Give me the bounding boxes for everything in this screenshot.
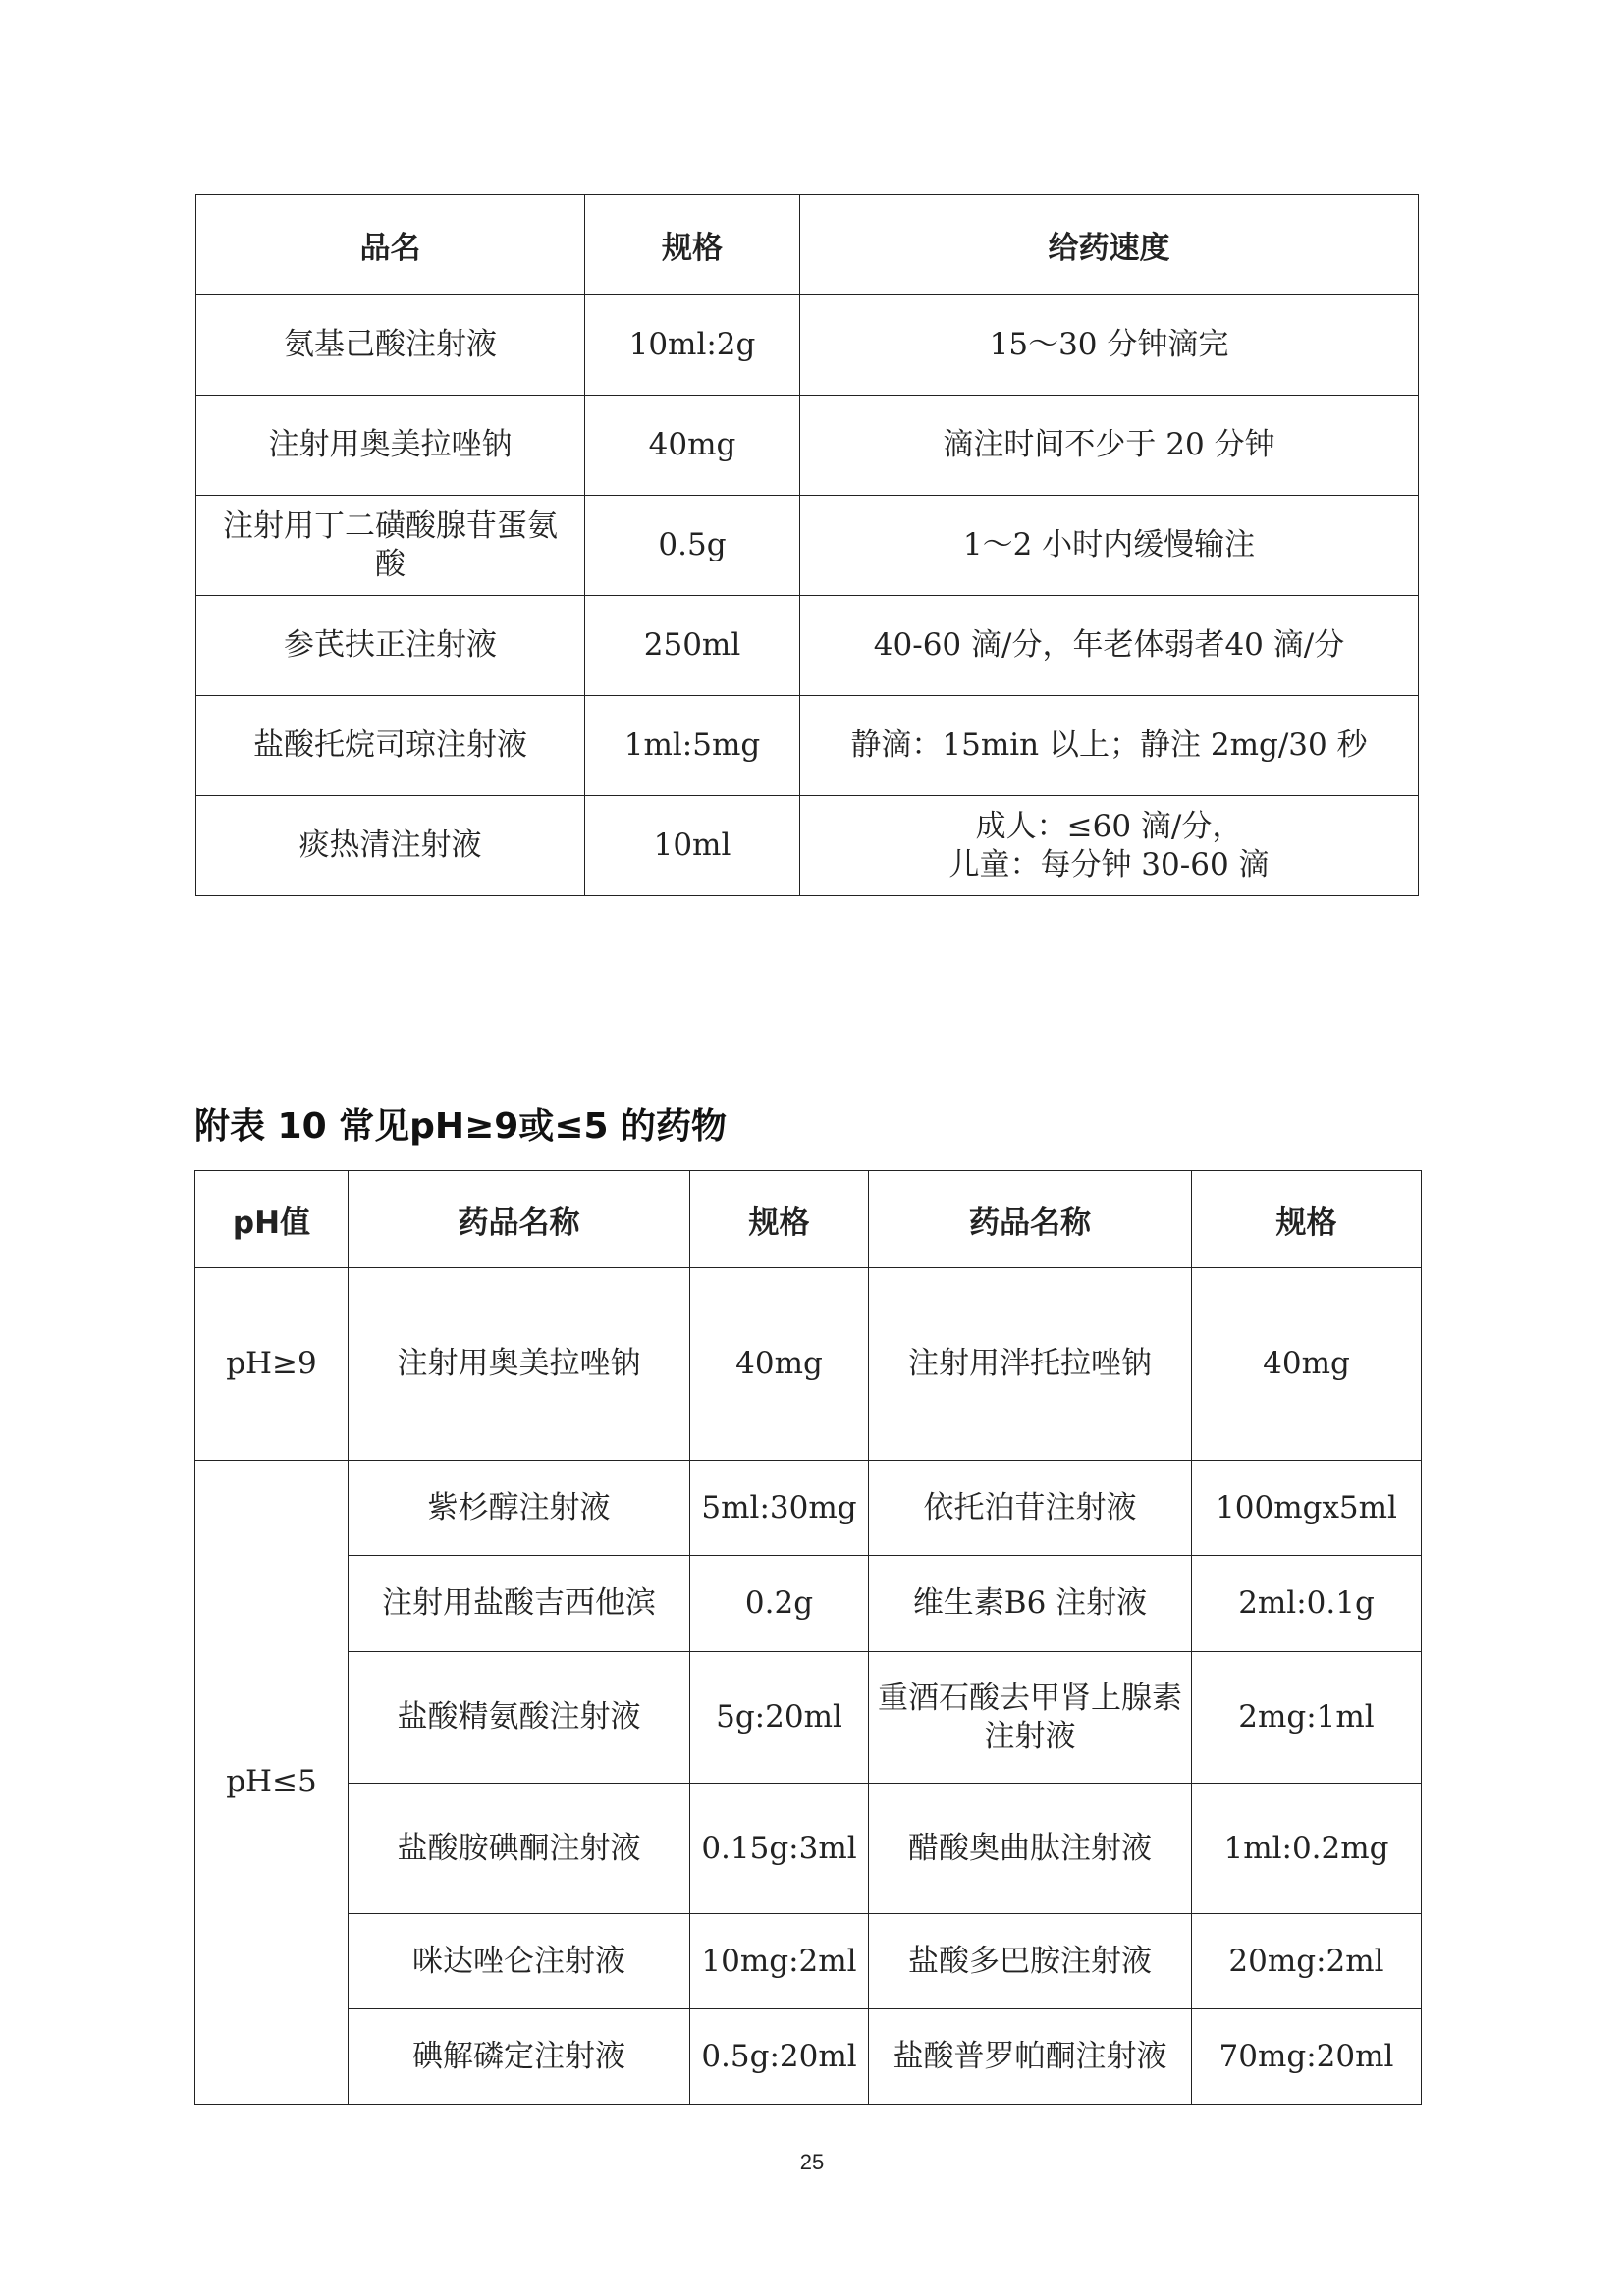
table-row — [195, 1784, 1422, 1914]
spec-cell: 40mg — [690, 1268, 869, 1461]
table-row — [196, 496, 1419, 596]
spec-cell: 0.5g — [585, 496, 800, 596]
table-row — [195, 1914, 1422, 2009]
drug-name-cell: 盐酸多巴胺注射液 — [869, 1914, 1192, 2009]
drug-name-cell: 注射用盐酸吉西他滨 — [349, 1556, 690, 1652]
ph-group-label: pH≤5 — [195, 1461, 349, 2105]
spec-cell: 2mg:1ml — [1192, 1652, 1422, 1784]
header-specification: 规格 — [690, 1171, 869, 1268]
spec-cell: 2ml:0.1g — [1192, 1556, 1422, 1652]
spec-cell: 0.2g — [690, 1556, 869, 1652]
spec-cell: 10ml:2g — [585, 295, 800, 396]
table-row — [195, 1461, 1422, 1556]
table-row — [195, 1268, 1422, 1461]
page-number: 25 — [799, 2150, 825, 2174]
table-header-row — [196, 195, 1419, 295]
table-row — [195, 1556, 1422, 1652]
section-title: 附表 10 常见pH≥9或≤5 的药物 — [194, 1106, 728, 1147]
drug-name-cell: 咪达唑仑注射液 — [349, 1914, 690, 2009]
header-specification: 规格 — [585, 195, 800, 295]
spec-cell: 20mg:2ml — [1192, 1914, 1422, 2009]
rate-cell: 1～2 小时内缓慢输注 — [800, 496, 1419, 596]
drug-name-cell: 盐酸普罗帕酮注射液 — [869, 2009, 1192, 2105]
spec-cell: 5ml:30mg — [690, 1461, 869, 1556]
spec-cell: 70mg:20ml — [1192, 2009, 1422, 2105]
rate-cell: 滴注时间不少于 20 分钟 — [800, 396, 1419, 496]
drug-name-cell: 盐酸精氨酸注射液 — [349, 1652, 690, 1784]
spec-cell: 1ml:0.2mg — [1192, 1784, 1422, 1914]
drug-name-cell: 注射用泮托拉唑钠 — [869, 1268, 1192, 1461]
spec-cell: 10ml — [585, 796, 800, 896]
spec-cell: 0.15g:3ml — [690, 1784, 869, 1914]
table-row — [196, 696, 1419, 796]
drug-name-cell: 氨基己酸注射液 — [196, 295, 585, 396]
spec-cell: 250ml — [585, 596, 800, 696]
drug-name-cell: 醋酸奥曲肽注射液 — [869, 1784, 1192, 1914]
drug-name-cell: 维生素B6 注射液 — [869, 1556, 1192, 1652]
drug-name-cell: 重酒石酸去甲肾上腺素 注射液 — [869, 1652, 1192, 1784]
spec-cell: 100mgx5ml — [1192, 1461, 1422, 1556]
spec-cell: 0.5g:20ml — [690, 2009, 869, 2105]
header-drug-name: 药品名称 — [349, 1171, 690, 1268]
table-row — [196, 396, 1419, 496]
table-row — [195, 2009, 1422, 2105]
header-specification: 规格 — [1192, 1171, 1422, 1268]
rate-cell: 15～30 分钟滴完 — [800, 295, 1419, 396]
drug-name-cell: 盐酸托烷司琼注射液 — [196, 696, 585, 796]
drug-name-cell: 注射用丁二磺酸腺苷蛋氨 酸 — [196, 496, 585, 596]
spec-cell: 40mg — [1192, 1268, 1422, 1461]
spec-cell: 10mg:2ml — [690, 1914, 869, 2009]
ph-drug-table — [194, 1170, 1422, 2105]
drug-name-cell: 依托泊苷注射液 — [869, 1461, 1192, 1556]
table-header-row — [195, 1171, 1422, 1268]
drug-name-cell: 注射用奥美拉唑钠 — [349, 1268, 690, 1461]
drug-name-cell: 参芪扶正注射液 — [196, 596, 585, 696]
header-drug-name: 品名 — [196, 195, 585, 295]
drug-name-cell: 碘解磷定注射液 — [349, 2009, 690, 2105]
header-ph-value: pH值 — [195, 1171, 349, 1268]
spec-cell: 40mg — [585, 396, 800, 496]
drug-name-cell: 盐酸胺碘酮注射液 — [349, 1784, 690, 1914]
header-drug-name: 药品名称 — [869, 1171, 1192, 1268]
ph-group-label: pH≥9 — [195, 1268, 349, 1461]
rate-cell: 成人：≤60 滴/分， 儿童：每分钟 30-60 滴 — [800, 796, 1419, 896]
rate-cell: 40-60 滴/分，年老体弱者40 滴/分 — [800, 596, 1419, 696]
drug-name-cell: 紫杉醇注射液 — [349, 1461, 690, 1556]
infusion-rate-table — [195, 194, 1419, 896]
table-row — [196, 295, 1419, 396]
spec-cell: 5g:20ml — [690, 1652, 869, 1784]
table-row — [195, 1652, 1422, 1784]
header-infusion-rate: 给药速度 — [800, 195, 1419, 295]
drug-name-cell: 痰热清注射液 — [196, 796, 585, 896]
spec-cell: 1ml:5mg — [585, 696, 800, 796]
drug-name-cell: 注射用奥美拉唑钠 — [196, 396, 585, 496]
rate-cell: 静滴：15min 以上；静注 2mg/30 秒 — [800, 696, 1419, 796]
table-row — [196, 596, 1419, 696]
table-row — [196, 796, 1419, 896]
